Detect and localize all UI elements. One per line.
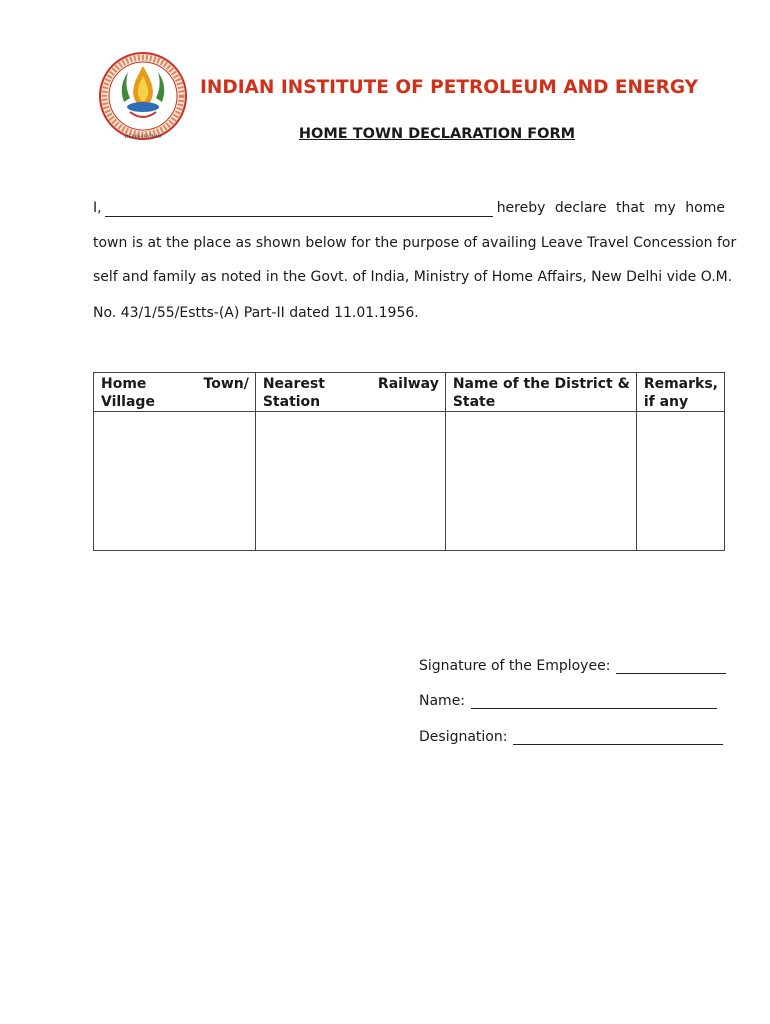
name-label: Name: bbox=[419, 693, 466, 709]
header-nearest: Nearest bbox=[262, 376, 325, 392]
signature-label: Signature of the Employee: bbox=[419, 658, 611, 674]
name-line bbox=[419, 693, 717, 709]
header-home: Home bbox=[101, 376, 147, 392]
declaration-prefix: I, bbox=[93, 200, 102, 216]
form-title: HOME TOWN DECLARATION FORM bbox=[298, 126, 576, 142]
declaration-suffix: hereby declare that my home bbox=[496, 200, 725, 216]
header-if-any: if any bbox=[643, 394, 689, 410]
declaration-line-4: No. 43/1/55/Estts-(A) Part-II dated 11.01.1956. bbox=[93, 305, 419, 321]
logo-caption: VISAKHAPATNAM bbox=[124, 134, 162, 139]
table-row bbox=[94, 412, 725, 551]
column-header-railway-station bbox=[255, 373, 445, 412]
declaration-line-2: town is at the place as shown below for the purpose of availing Leave Travel Concession for bbox=[93, 235, 737, 251]
table-header-row bbox=[94, 373, 725, 412]
column-header-home-town bbox=[94, 373, 256, 412]
designation-label: Designation: bbox=[419, 729, 508, 745]
header-station: Station bbox=[262, 394, 321, 410]
header-railway: Railway bbox=[377, 376, 439, 392]
designation-line bbox=[419, 729, 723, 745]
signature-line bbox=[419, 658, 726, 674]
header-district: Name of the District & bbox=[452, 376, 630, 392]
declaration-line-3: self and family as noted in the Govt. of India, Ministry of Home Affairs, New Delhi vide O.M. bbox=[93, 269, 733, 285]
header-village: Village bbox=[101, 394, 155, 410]
column-header-remarks bbox=[636, 373, 724, 412]
home-town-cell[interactable] bbox=[94, 412, 256, 551]
employee-name-blank[interactable] bbox=[105, 204, 493, 217]
header-town: Town/ bbox=[203, 376, 249, 392]
header-remarks: Remarks, bbox=[643, 376, 718, 392]
district-state-cell[interactable] bbox=[445, 412, 636, 551]
designation-blank[interactable] bbox=[513, 732, 723, 745]
header-state: State bbox=[452, 394, 496, 410]
remarks-cell[interactable] bbox=[636, 412, 724, 551]
column-header-district-state bbox=[445, 373, 636, 412]
railway-station-cell[interactable] bbox=[255, 412, 445, 551]
name-blank[interactable] bbox=[471, 696, 717, 709]
signature-blank[interactable] bbox=[616, 661, 726, 674]
home-town-table bbox=[93, 372, 725, 551]
declaration-line-1 bbox=[93, 199, 725, 217]
institute-name: INDIAN INSTITUTE OF PETROLEUM AND ENERGY bbox=[200, 77, 699, 98]
